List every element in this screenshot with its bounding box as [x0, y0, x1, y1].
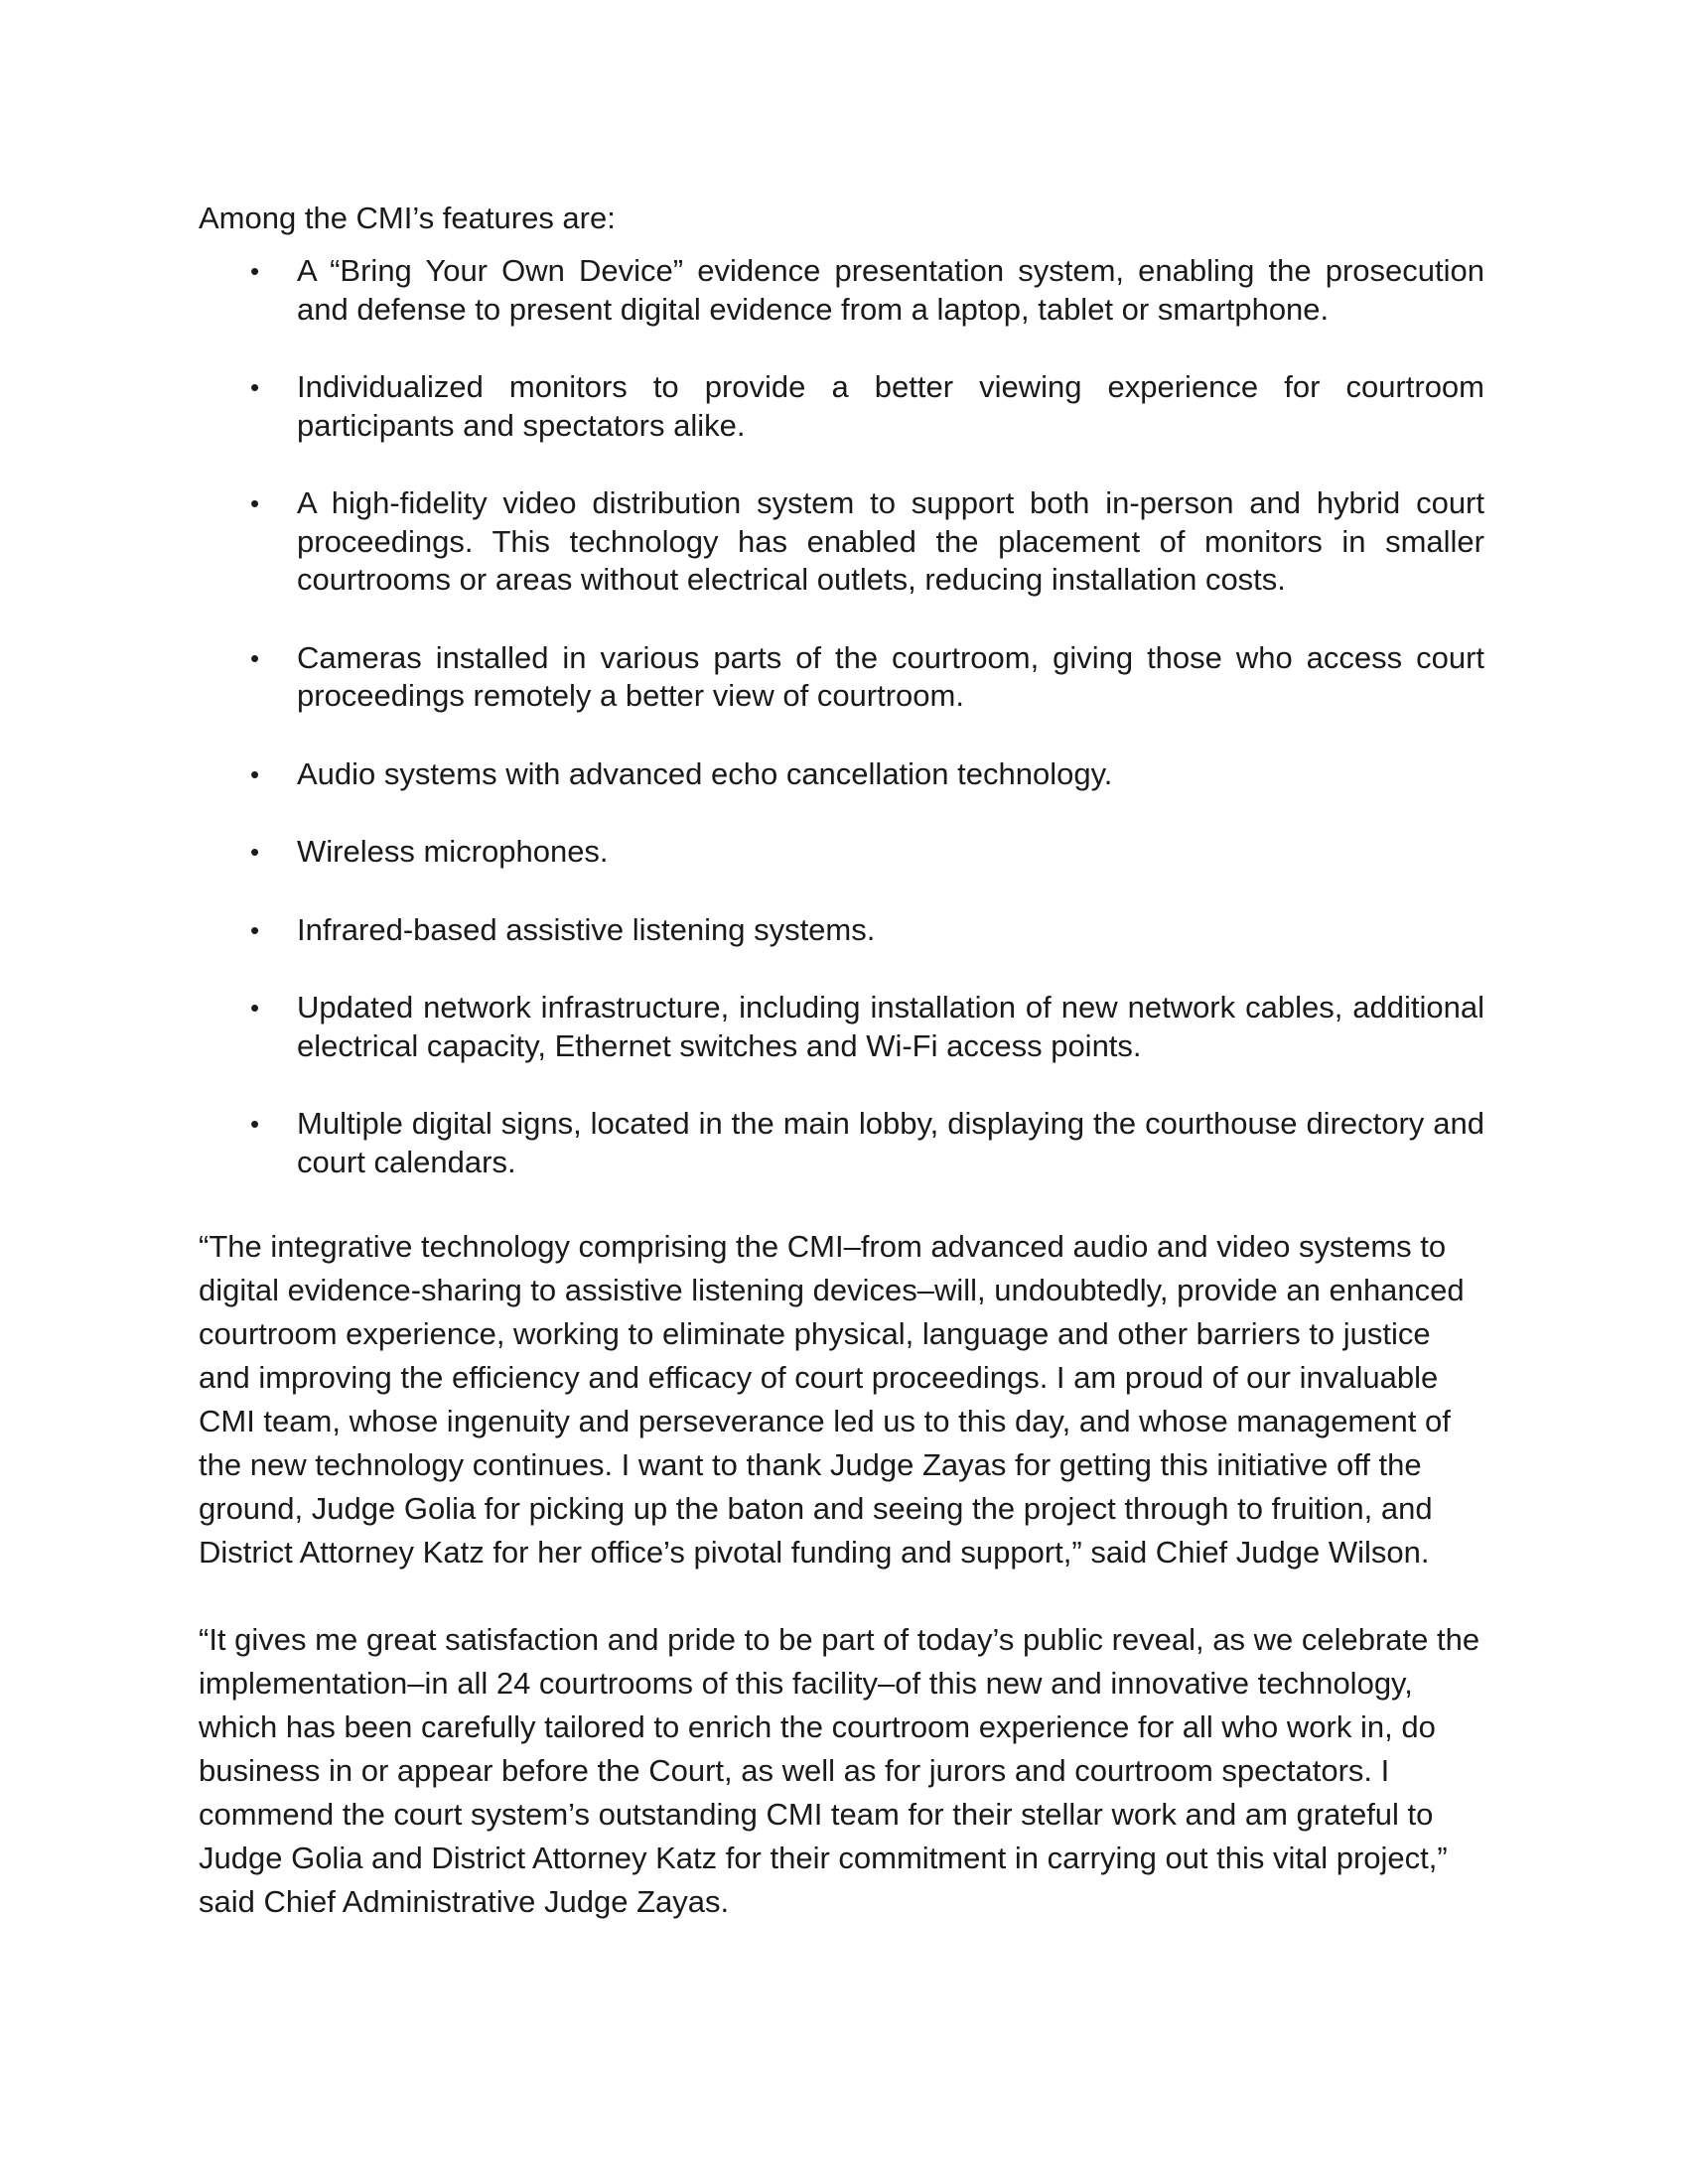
bullet-icon: • — [250, 1109, 260, 1139]
feature-item-microphones — [199, 833, 1484, 872]
feature-text: Wireless microphones. — [297, 834, 609, 869]
feature-text: A high-fidelity video distribution system to support both in-person and hybrid court proceedings. This technology has enabled the placement of monitors in smaller courtrooms or areas without electrical outlets, reducing installation costs. — [297, 485, 1484, 597]
feature-text: Updated network infrastructure, including installation of new network cables, additional electrical capacity, Ethernet switches and Wi-Fi access points. — [297, 990, 1484, 1063]
bullet-icon: • — [250, 837, 260, 867]
feature-item-digital-signs — [199, 1105, 1484, 1181]
feature-item-cameras — [199, 639, 1484, 716]
bullet-icon: • — [250, 256, 260, 286]
bullet-icon: • — [250, 488, 260, 518]
feature-text: Infrared-based assistive listening systems. — [297, 911, 876, 947]
feature-item-audio — [199, 755, 1484, 794]
feature-item-assistive-listening — [199, 911, 1484, 950]
quote-chief-administrative-judge-zayas: “It gives me great satisfaction and pride to be part of today’s public reveal, as we celebrate the implementation–in all 24 courtrooms of this facility–of this new and innovative technology, which has been carefully tailored to enrich the courtroom experience for all who work in, do business in or appear before the Court, as well as for jurors and courtroom spectators. I commend the court system’s outstanding CMI team for their stellar work and am grateful to Judge Golia and District Attorney Katz for their commitment in carrying out this vital project,” said Chief Administrative Judge Zayas. — [199, 1622, 1480, 1919]
features-list — [199, 252, 1489, 1181]
feature-item-network — [199, 989, 1484, 1065]
document-page — [199, 197, 1489, 1924]
bullet-icon: • — [250, 642, 260, 673]
feature-text: A “Bring Your Own Device” evidence presentation system, enabling the prosecution and defense to present digital evidence from a laptop, tablet or smartphone. — [297, 253, 1484, 327]
feature-text: Multiple digital signs, located in the main lobby, displaying the courthouse directory and court calendars. — [297, 1106, 1484, 1179]
feature-text: Cameras installed in various parts of the courtroom, giving those who access court proceedings remotely a better view of courtroom. — [297, 639, 1484, 713]
feature-item-byod — [199, 252, 1484, 329]
bullet-icon: • — [250, 758, 260, 789]
quote-chief-judge-wilson: “The integrative technology comprising the CMI–from advanced audio and video systems to digital evidence-sharing to assistive listening devices–will, undoubtedly, provide an enhanced courtroom experience, working to eliminate physical, language and other barriers to justice and improving the efficiency and efficacy of court proceedings. I am proud of our invaluable CMI team, whose ingenuity and perseverance led us to this day, and whose management of the new technology continues. I want to thank Judge Zayas for getting this initiative off the ground, Judge Golia for picking up the baton and seeing the project through to fruition, and District Attorney Katz for her office’s pivotal funding and support,” said Chief Judge Wilson. — [199, 1229, 1465, 1570]
feature-item-monitors — [199, 368, 1484, 445]
features-intro: Among the CMI’s features are: — [199, 201, 616, 235]
bullet-icon: • — [250, 993, 260, 1023]
feature-item-video-distribution — [199, 484, 1484, 600]
bullet-icon: • — [250, 914, 260, 945]
bullet-icon: • — [250, 372, 260, 402]
feature-text: Audio systems with advanced echo cancellation technology. — [297, 755, 1113, 791]
feature-text: Individualized monitors to provide a better viewing experience for courtroom participants and spectators alike. — [297, 369, 1484, 443]
